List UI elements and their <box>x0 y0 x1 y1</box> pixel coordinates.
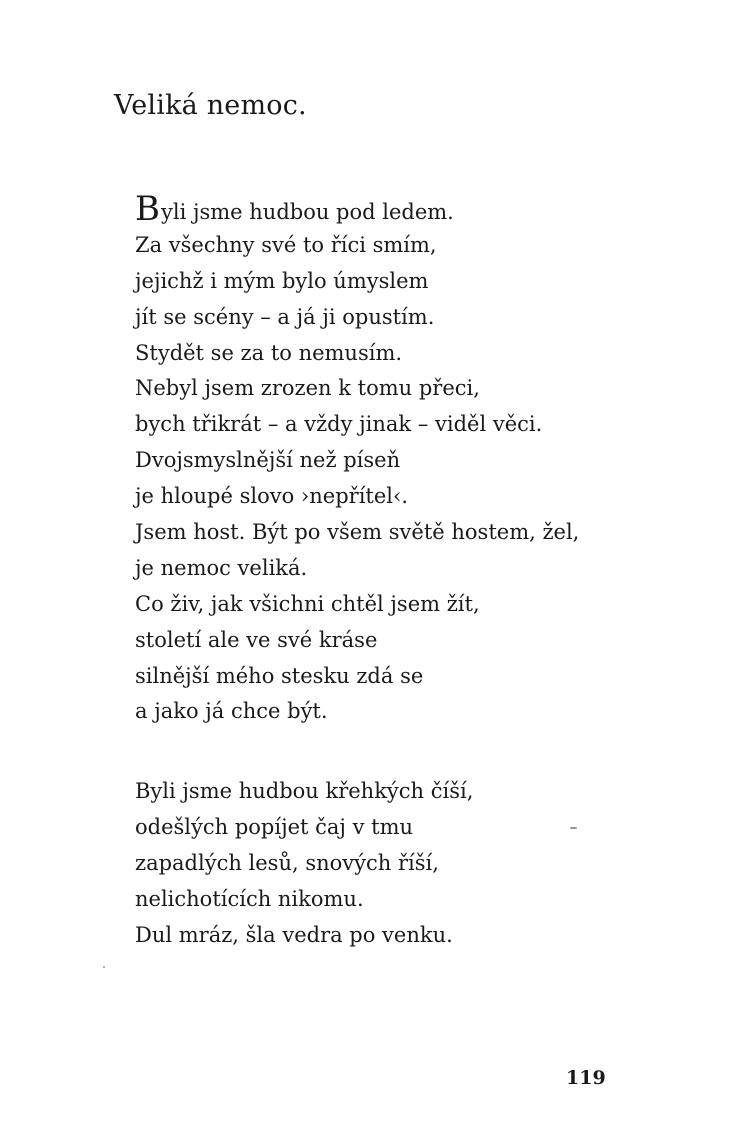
poem-line: je hloupé slovo ›nepřítel‹. <box>135 484 409 509</box>
paper-speck <box>570 827 577 829</box>
poem-line: jít se scény – a já ji opustím. <box>135 304 435 329</box>
poem-line: jejichž i mým bylo úmyslem <box>135 268 429 293</box>
poem-line: Za všechny své to říci smím, <box>135 232 437 257</box>
stanza-2 <box>135 774 473 953</box>
poem-line: bych třikrát – a vždy jinak – viděl věci. <box>135 412 543 437</box>
poem-line: Nebyl jsem zrozen k tomu přeci, <box>135 376 480 401</box>
paper-speck <box>103 966 105 968</box>
drop-cap: B <box>135 189 160 229</box>
poem-line: Byli jsme hudbou křehkých číší, <box>135 779 474 803</box>
poem-line: odešlých popíjet čaj v tmu <box>135 814 414 839</box>
poem-line-first <box>135 189 579 229</box>
poem-line: Jsem host. Být po všem světě hostem, žel, <box>135 520 580 545</box>
poem-line: Co živ, jak všichni chtěl jsem žít, <box>135 591 480 616</box>
poem-line: Stydět se za to nemusím. <box>135 340 403 365</box>
poem-title: Veliká nemoc. <box>114 90 307 121</box>
poem-line: století ale ve své kráse <box>135 627 378 652</box>
poem-line: a jako já chce být. <box>135 699 328 724</box>
poem-line: zapadlých lesů, snových říší, <box>135 850 439 875</box>
page-number: 119 <box>566 1067 606 1089</box>
poem-line: silnější mého stesku zdá se <box>135 663 424 688</box>
poem-line: je nemoc veliká. <box>135 555 308 580</box>
poem-line: Dvojsmyslnější než píseň <box>135 448 401 473</box>
stanza-1 <box>135 189 580 730</box>
first-line-text: yli jsme hudbou pod ledem. <box>161 200 454 224</box>
poem-line: Dul mráz, šla vedra po venku. <box>135 922 453 947</box>
poem-line: nelichotících nikomu. <box>135 886 364 911</box>
